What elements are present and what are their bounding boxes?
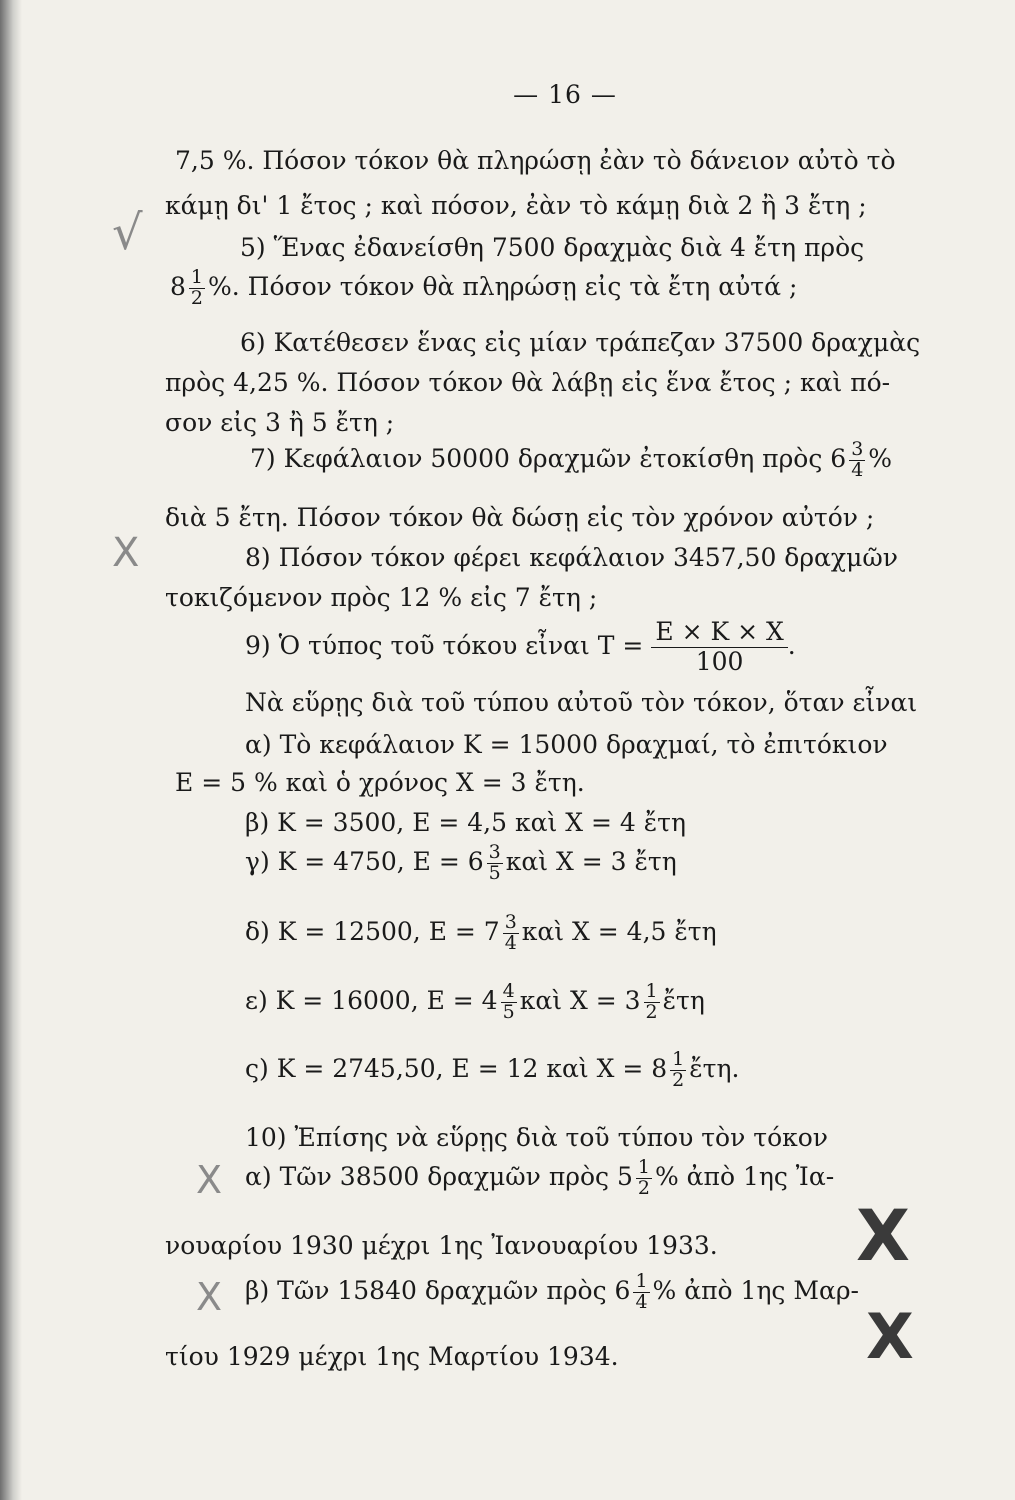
page-edge-shadow <box>0 0 22 1500</box>
text-line: 8) Πόσον τόκον φέρει κεφάλαιον 3457,50 δραχμῶν <box>245 543 898 572</box>
text-line <box>245 1158 834 1199</box>
fraction: $\frac{1}{4}$ <box>635 1270 648 1313</box>
text-line <box>245 913 717 954</box>
text-line: 7,5 %. Πόσον τόκον θὰ πληρώσῃ ἐὰν τὸ δάνειον αὐτὸ τὸ <box>175 146 896 175</box>
text-segment: καὶ Χ = 3 ἔτη <box>505 846 677 876</box>
check-mark: √ <box>112 205 143 261</box>
cross-mark: X <box>856 1195 910 1277</box>
text-line <box>170 268 797 309</box>
fraction: $\frac{1}{2}$ <box>190 266 203 309</box>
text-segment: 7) Κεφάλαιον 50000 δραχμῶν ἐτοκίσθη πρὸς 6 <box>250 443 847 473</box>
fraction: $\frac{3}{4}$ <box>851 438 864 481</box>
text-segment: % ἀπὸ 1ης Μαρ- <box>652 1275 860 1305</box>
text-line: α) Τὸ κεφάλαιον Κ = 15000 δραχμαί, τὸ ἐπιτόκιον <box>245 730 888 759</box>
text-line: πρὸς 4,25 %. Πόσον τόκον θὰ λάβῃ εἰς ἕνα ἔτος ; καὶ πό- <box>165 368 891 397</box>
text-segment: ἔτη. <box>689 1053 740 1083</box>
page-number: — 16 — <box>513 80 617 109</box>
text-segment: δ) Κ = 12500, Ε = 7 <box>245 916 500 946</box>
text-line <box>250 440 892 481</box>
text-line: διὰ 5 ἔτη. Πόσον τόκον θὰ δώσῃ εἰς τὸν χρόνον αὐτόν ; <box>165 503 875 532</box>
text-line <box>245 618 796 677</box>
text-line: κάμῃ δι' 1 ἔτος ; καὶ πόσον, ἐὰν τὸ κάμῃ διὰ 2 ἢ 3 ἔτη ; <box>165 191 867 220</box>
text-line: β) Κ = 3500, Ε = 4,5 καὶ Χ = 4 ἔτη <box>245 808 686 837</box>
text-segment: ε) Κ = 16000, Ε = 4 <box>245 985 498 1015</box>
text-line: νουαρίου 1930 μέχρι 1ης Ἰανουαρίου 1933. <box>165 1231 718 1260</box>
text-line: Ε = 5 % καὶ ὁ χρόνος Χ = 3 ἔτη. <box>175 768 585 797</box>
text-segment: . <box>787 630 796 660</box>
text-line: σον εἰς 3 ἢ 5 ἔτη ; <box>165 408 395 437</box>
text-line <box>245 982 705 1023</box>
fraction: $\frac{1}{2}$ <box>637 1156 650 1199</box>
text-line: τίου 1929 μέχρι 1ης Μαρτίου 1934. <box>165 1342 619 1371</box>
text-segment: % <box>868 443 893 473</box>
text-segment: %. Πόσον τόκον θὰ πληρώσῃ εἰς τὰ ἔτη αὐτά ; <box>208 271 798 301</box>
text-line: τοκιζόμενον πρὸς 12 % εἰς 7 ἔτη ; <box>165 583 598 612</box>
text-segment: α) Τῶν 38500 δραχμῶν πρὸς 5 <box>245 1161 633 1191</box>
text-segment: 8 <box>170 271 186 301</box>
text-line <box>245 1272 859 1313</box>
text-line <box>245 843 677 884</box>
text-segment: 9) Ὁ τύπος τοῦ τόκου εἶναι Τ = <box>245 630 644 660</box>
fraction: $\frac{3}{4}$ <box>504 911 517 954</box>
text-line <box>245 1050 739 1091</box>
interest-formula: $\frac{E \times K \times X}{100}$ <box>651 618 787 677</box>
text-segment: καὶ Χ = 3 <box>519 985 641 1015</box>
text-line: 6) Κατέθεσεν ἕνας εἰς μίαν τράπεζαν 37500 δραχμὰς <box>240 328 921 357</box>
cross-mark: X <box>196 1158 223 1202</box>
text-line: Νὰ εὕρῃς διὰ τοῦ τύπου αὐτοῦ τὸν τόκον, ὅταν εἶναι <box>245 688 918 717</box>
document-page <box>160 80 970 135</box>
fraction: $\frac{3}{5}$ <box>488 841 501 884</box>
fraction: $\frac{1}{2}$ <box>672 1048 685 1091</box>
text-segment: ἔτη <box>662 985 705 1015</box>
cross-mark: X <box>866 1300 914 1373</box>
fraction: $\frac{4}{5}$ <box>502 980 515 1023</box>
cross-mark: X <box>112 530 140 576</box>
text-segment: καὶ Χ = 4,5 ἔτη <box>521 916 717 946</box>
text-line: 5) Ἕνας ἐδανείσθη 7500 δραχμὰς διὰ 4 ἔτη πρὸς <box>240 233 865 262</box>
fraction: $\frac{1}{2}$ <box>645 980 658 1023</box>
text-segment: β) Τῶν 15840 δραχμῶν πρὸς 6 <box>245 1275 631 1305</box>
text-segment: % ἀπὸ 1ης Ἰα- <box>654 1161 835 1191</box>
text-line: 10) Ἐπίσης νὰ εὕρῃς διὰ τοῦ τύπου τὸν τόκον <box>245 1123 829 1152</box>
text-segment: ς) Κ = 2745,50, Ε = 12 καὶ Χ = 8 <box>245 1053 668 1083</box>
cross-mark: X <box>196 1275 223 1319</box>
text-segment: γ) Κ = 4750, Ε = 6 <box>245 846 484 876</box>
